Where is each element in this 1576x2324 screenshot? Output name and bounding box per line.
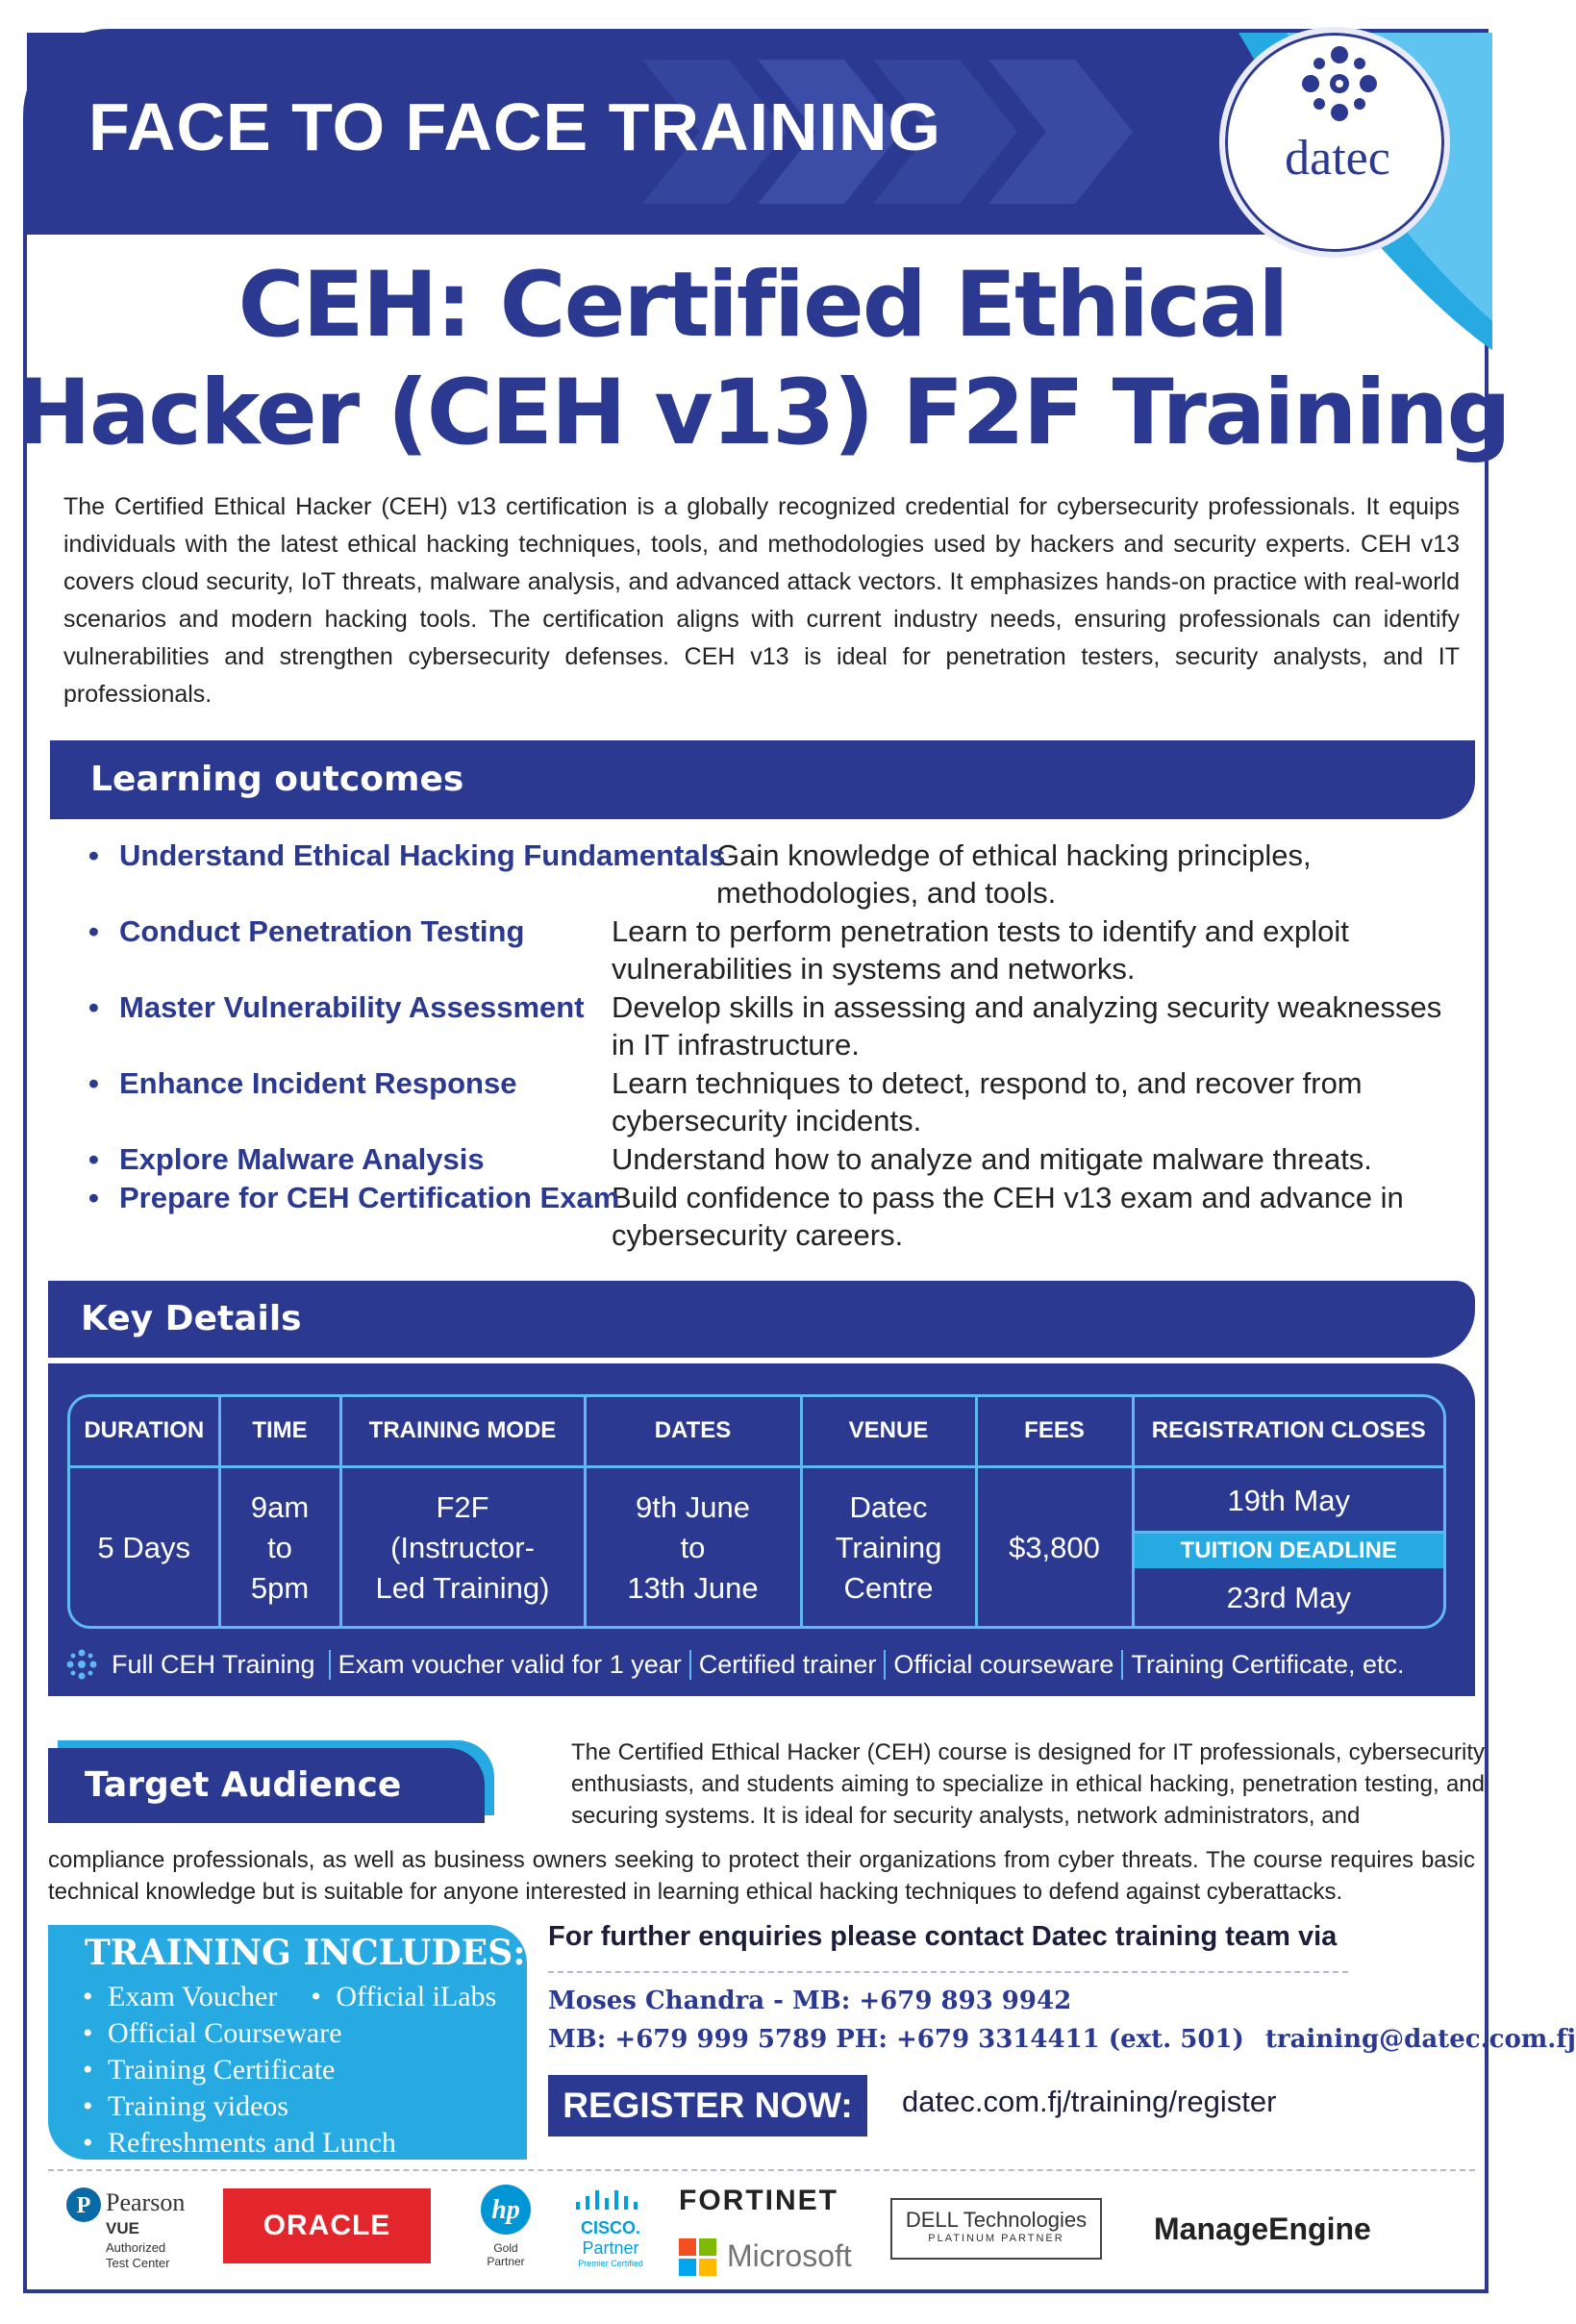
title-line-2: Hacker (CEH v13) F2F Training xyxy=(15,361,1510,465)
manageengine-logo: ManageEngine xyxy=(1154,2212,1371,2246)
features-row xyxy=(65,1648,1450,1681)
register-url[interactable]: datec.com.fj/training/register xyxy=(902,2085,1277,2118)
include-item: Refreshments and Lunch xyxy=(108,2127,396,2159)
list-item xyxy=(83,2088,496,2125)
training-includes-list xyxy=(83,1979,496,2162)
microsoft-icon xyxy=(679,2238,717,2277)
bullet-icon: • xyxy=(83,2017,93,2049)
outcome-desc: Build confidence to pass the CEH v13 exam and advance in cybersecurity careers. xyxy=(612,1181,1404,1252)
venue-cell xyxy=(801,1466,976,1628)
bullet-icon: • xyxy=(88,1142,99,1176)
time-line: 9am xyxy=(250,1489,310,1524)
mode-line: Led Training) xyxy=(375,1570,550,1605)
hp-icon xyxy=(479,2183,533,2237)
column-header: DATES xyxy=(585,1397,801,1466)
pearson-sub: Authorized xyxy=(106,2240,166,2255)
page-title xyxy=(0,252,1525,467)
banner-title: FACE TO FACE TRAINING xyxy=(88,89,941,164)
bullet-icon: • xyxy=(83,2127,93,2159)
logo-wordmark: datec xyxy=(1285,131,1390,186)
time-line: 5pm xyxy=(250,1570,310,1605)
table-header-row xyxy=(70,1397,1443,1466)
partner-logos xyxy=(48,2179,1475,2294)
pearson-icon xyxy=(65,2187,102,2223)
learning-outcomes-heading: Learning outcomes xyxy=(50,740,1475,819)
mode-line: (Instructor- xyxy=(390,1530,535,1564)
table-row xyxy=(70,1466,1443,1628)
include-item: Training videos xyxy=(108,2090,289,2122)
bullet-icon: • xyxy=(88,838,99,872)
outcome-desc: Gain knowledge of ethical hacking principles, methodologies, and tools. xyxy=(716,838,1312,910)
svg-text:hp: hp xyxy=(491,2195,520,2225)
bullet-icon: • xyxy=(88,1181,99,1214)
column-header: FEES xyxy=(976,1397,1133,1466)
venue-line: Datec xyxy=(849,1489,928,1524)
outcome-desc: Learn to perform penetration tests to identify and exploit vulnerabilities in systems and networks. xyxy=(612,914,1349,986)
feature-item: Certified trainer xyxy=(689,1650,885,1680)
dates-cell xyxy=(585,1466,801,1628)
bullet-icon: • xyxy=(311,1981,321,2012)
target-audience-heading: Target Audience xyxy=(48,1748,485,1823)
svg-text:P: P xyxy=(76,2193,91,2218)
column-header: TRAINING MODE xyxy=(340,1397,585,1466)
intro-paragraph: The Certified Ethical Hacker (CEH) v13 certification is a globally recognized credential for cybersecurity professionals. It equips individuals with the latest ethical hacking techniques, tools, and methodologies used by hackers and security experts. CEH v13 covers cloud security, IoT threats, malware analysis, and advanced attack vectors. It emphasizes hands-on practice with real-world scenarios and modern hacking tools. The certification aligns with current industry needs, ensuring professionals can identify vulnerabilities and strengthen cybersecurity defenses. CEH v13 is ideal for penetration testers, security analysts, and IT professionals. xyxy=(63,493,1460,708)
registration-close-date: 19th May xyxy=(1135,1468,1444,1534)
fortinet-logo: FORTINET xyxy=(679,2185,838,2216)
venue-line: Centre xyxy=(843,1570,934,1605)
include-item: Training Certificate xyxy=(108,2054,336,2086)
training-includes-heading: TRAINING INCLUDES: xyxy=(85,1933,526,1973)
list-item xyxy=(88,1179,1454,1254)
tuition-deadline-label: TUITION DEADLINE xyxy=(1135,1534,1444,1568)
bullet-icon: • xyxy=(83,2090,93,2122)
include-item: Official Courseware xyxy=(108,2017,342,2049)
dell-sub: PLATINUM PARTNER xyxy=(928,2233,1064,2244)
contact-line-2 xyxy=(548,2025,1576,2054)
contact-line-1: Moses Chandra - MB: +679 893 9942 xyxy=(548,1987,1072,2015)
hp-logo xyxy=(467,2183,544,2268)
key-details-panel xyxy=(48,1363,1475,1696)
list-item xyxy=(88,912,1454,987)
bullet-icon: • xyxy=(83,1981,93,2012)
outcome-title: Master Vulnerability Assessment xyxy=(119,990,585,1024)
cisco-logo xyxy=(558,2190,663,2268)
outcome-title: Explore Malware Analysis xyxy=(119,1142,485,1176)
key-details-heading: Key Details xyxy=(48,1281,1475,1358)
outcome-desc: Understand how to analyze and mitigate malware threats. xyxy=(612,1142,1372,1176)
datec-logo-icon xyxy=(1298,42,1381,125)
bullet-icon: • xyxy=(88,914,99,948)
fees-cell: $3,800 xyxy=(976,1466,1133,1628)
feature-item: Official courseware xyxy=(884,1650,1121,1680)
mode-line: F2F xyxy=(436,1489,489,1524)
divider xyxy=(548,1971,1348,1973)
pearson-sub: VUE xyxy=(106,2219,139,2237)
list-item xyxy=(88,1140,1454,1178)
enquiries-heading: For further enquiries please contact Datec training team via xyxy=(548,1921,1338,1952)
outcome-title: Prepare for CEH Certification Exam xyxy=(119,1181,620,1214)
datec-dots-icon xyxy=(65,1648,98,1681)
list-item xyxy=(83,2125,496,2162)
feature-item: Full CEH Training xyxy=(112,1649,315,1679)
list-item xyxy=(88,988,1454,1063)
list-item xyxy=(83,2015,496,2052)
dates-line: 9th June xyxy=(636,1489,750,1524)
cisco-sub: Premier Certified xyxy=(578,2259,643,2268)
microsoft-name: Microsoft xyxy=(727,2238,852,2273)
dell-logo xyxy=(890,2198,1102,2260)
column-header: DURATION xyxy=(70,1397,219,1466)
register-now-button[interactable]: REGISTER NOW: xyxy=(548,2075,867,2137)
pearson-name: Pearson xyxy=(106,2188,186,2216)
list-item xyxy=(88,1064,1454,1139)
column-header: VENUE xyxy=(801,1397,976,1466)
list-item xyxy=(83,1979,496,2015)
include-item: Exam Voucher xyxy=(108,1981,278,2012)
feature-item: Training Certificate, etc. xyxy=(1121,1650,1412,1680)
outcome-title: Conduct Penetration Testing xyxy=(119,914,525,948)
hp-sub: Partner xyxy=(487,2255,525,2268)
learning-outcomes-list xyxy=(88,837,1454,1255)
column-header: REGISTRATION CLOSES xyxy=(1133,1397,1443,1466)
tuition-deadline-date: 23rd May xyxy=(1226,1580,1351,1614)
cisco-name: CISCO. xyxy=(580,2218,640,2237)
key-details-table xyxy=(67,1394,1446,1629)
outcome-title: Enhance Incident Response xyxy=(119,1066,517,1100)
include-item: Official iLabs xyxy=(336,1981,497,2012)
outcome-desc: Develop skills in assessing and analyzing security weaknesses in IT infrastructure. xyxy=(612,990,1442,1062)
oracle-logo: ORACLE xyxy=(223,2188,431,2263)
outcome-title: Understand Ethical Hacking Fundamentals xyxy=(119,838,726,872)
list-item xyxy=(83,2052,496,2088)
dates-line: 13th June xyxy=(627,1570,759,1605)
feature-item: Exam voucher valid for 1 year xyxy=(329,1650,689,1680)
dell-name: DELL Technologies xyxy=(905,2208,1088,2232)
column-header: TIME xyxy=(219,1397,340,1466)
training-includes-box xyxy=(48,1925,527,2160)
time-line: to xyxy=(267,1530,292,1564)
target-audience-text: The Certified Ethical Hacker (CEH) course is designed for IT professionals, cybersecurity enthusiasts, and students aiming to specialize in ethical hacking, penetration testing, and securing systems. It is ideal for security analysts, network administrators, and xyxy=(571,1739,1485,1829)
bullet-icon: • xyxy=(88,990,99,1024)
bullet-icon: • xyxy=(88,1066,99,1100)
outcome-desc: Learn techniques to detect, respond to, and recover from cybersecurity incidents. xyxy=(612,1066,1363,1137)
divider xyxy=(48,2169,1475,2171)
venue-line: Training xyxy=(835,1530,942,1564)
time-cell xyxy=(219,1466,340,1628)
list-item xyxy=(88,837,1454,912)
title-line-1: CEH: Certified Ethical xyxy=(238,253,1288,358)
cisco-sub: Partner xyxy=(582,2238,639,2258)
registration-cell xyxy=(1133,1466,1443,1628)
dates-line: to xyxy=(680,1530,706,1564)
cisco-bars-icon xyxy=(572,2190,649,2213)
bullet-icon: • xyxy=(83,2054,93,2086)
contact-email[interactable]: training@datec.com.fj xyxy=(1264,2025,1576,2054)
target-audience-text-cont: compliance professionals, as well as business owners seeking to protect their organizations from cyber threats. The course requires basic technical knowledge but is suitable for anyone interested in learning ethical hacking techniques to defend against cyberattacks. xyxy=(48,1847,1475,1905)
mode-cell xyxy=(340,1466,585,1628)
duration-cell: 5 Days xyxy=(70,1466,219,1628)
pearson-sub: Test Center xyxy=(106,2256,170,2270)
contact-phones: MB: +679 999 5789 PH: +679 3314411 (ext. 501) xyxy=(548,2025,1244,2054)
hp-sub: Gold xyxy=(493,2241,518,2255)
